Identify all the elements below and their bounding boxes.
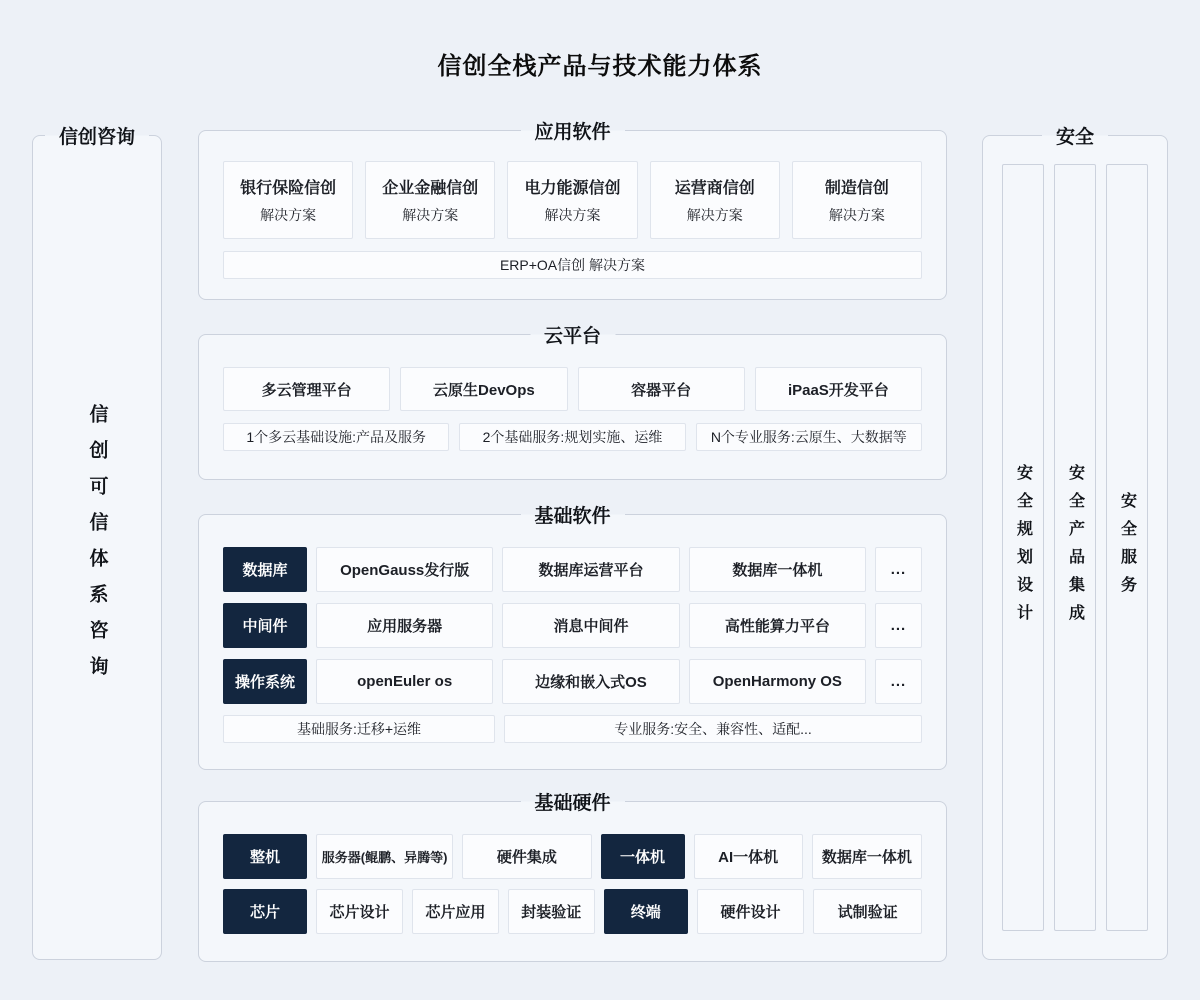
security-column-label: 安全服务 bbox=[1118, 491, 1136, 604]
solution-card-subtitle: 解决方案 bbox=[828, 207, 885, 223]
solution-card bbox=[792, 161, 922, 239]
category-label: 一体机 bbox=[601, 834, 685, 879]
software-service-bars bbox=[223, 715, 922, 743]
software-item: openEuler os bbox=[316, 659, 493, 704]
hardware-item: AI一体机 bbox=[694, 834, 803, 879]
right-panel-title: 安全 bbox=[1042, 122, 1108, 149]
hardware-item: 试制验证 bbox=[813, 889, 922, 934]
solution-card-subtitle: 解决方案 bbox=[544, 207, 601, 223]
platform-box: 云原生DevOps bbox=[400, 367, 567, 411]
solution-card-title: 运营商信创 bbox=[674, 180, 755, 197]
security-column-integration bbox=[1054, 164, 1096, 931]
hardware-item: 芯片应用 bbox=[412, 889, 499, 934]
more-ellipsis: ... bbox=[875, 547, 922, 592]
section-application-software bbox=[198, 122, 947, 300]
category-label: 整机 bbox=[223, 834, 307, 879]
security-column-label: 安全产品集成 bbox=[1066, 463, 1084, 632]
solution-card bbox=[650, 161, 780, 239]
more-ellipsis: ... bbox=[875, 603, 922, 648]
section-base-hardware bbox=[198, 793, 947, 962]
solution-card-subtitle: 解决方案 bbox=[260, 207, 317, 223]
cloud-service-bar: N个专业服务:云原生、大数据等 bbox=[696, 423, 922, 451]
category-label: 芯片 bbox=[223, 889, 307, 934]
left-panel-vertical-text: 信创可信体系咨询 bbox=[86, 403, 108, 692]
hardware-item: 硬件集成 bbox=[462, 834, 591, 879]
solution-card bbox=[365, 161, 495, 239]
hardware-item: 数据库一体机 bbox=[812, 834, 922, 879]
section-title: 应用软件 bbox=[520, 117, 624, 144]
category-label: 终端 bbox=[604, 889, 688, 934]
solution-card-title: 电力能源信创 bbox=[524, 180, 621, 197]
cloud-service-bar: 2个基础服务:规划实施、运维 bbox=[459, 423, 685, 451]
solution-card-subtitle: 解决方案 bbox=[402, 207, 459, 223]
software-item: OpenHarmony OS bbox=[689, 659, 866, 704]
software-row-os bbox=[223, 659, 922, 704]
solution-card-title: 银行保险信创 bbox=[240, 180, 337, 197]
section-base-software bbox=[198, 506, 947, 770]
solution-card bbox=[223, 161, 353, 239]
security-column-label: 安全规划设计 bbox=[1014, 463, 1032, 632]
software-item: 边缘和嵌入式OS bbox=[502, 659, 679, 704]
security-column-planning bbox=[1002, 164, 1044, 931]
category-label: 数据库 bbox=[223, 547, 307, 592]
software-item: 数据库运营平台 bbox=[502, 547, 679, 592]
solution-card bbox=[507, 161, 637, 239]
cloud-service-bar: 1个多云基础设施:产品及服务 bbox=[223, 423, 449, 451]
software-service-bar: 专业服务:安全、兼容性、适配... bbox=[504, 715, 922, 743]
solution-cards bbox=[223, 161, 922, 239]
hardware-item: 服务器(鲲鹏、异腾等) bbox=[316, 834, 453, 879]
hardware-row-machine bbox=[223, 834, 922, 879]
security-columns bbox=[983, 164, 1167, 931]
hardware-row-chip bbox=[223, 889, 922, 934]
software-item: 消息中间件 bbox=[502, 603, 679, 648]
hardware-item: 硬件设计 bbox=[697, 889, 805, 934]
solution-card-title: 企业金融信创 bbox=[382, 180, 479, 197]
platform-box: iPaaS开发平台 bbox=[755, 367, 922, 411]
more-ellipsis: ... bbox=[875, 659, 922, 704]
software-item: 高性能算力平台 bbox=[689, 603, 866, 648]
software-item: 应用服务器 bbox=[316, 603, 493, 648]
software-item: OpenGauss发行版 bbox=[316, 547, 493, 592]
erp-oa-solution-bar: ERP+OA信创 解决方案 bbox=[223, 251, 922, 279]
hardware-item: 芯片设计 bbox=[316, 889, 403, 934]
cloud-platform-boxes bbox=[223, 367, 922, 411]
software-service-bar: 基础服务:迁移+运维 bbox=[223, 715, 495, 743]
right-panel-security bbox=[982, 127, 1168, 960]
solution-card-subtitle: 解决方案 bbox=[686, 207, 743, 223]
section-title: 云平台 bbox=[530, 321, 615, 348]
platform-box: 多云管理平台 bbox=[223, 367, 390, 411]
page-title: 信创全栈产品与技术能力体系 bbox=[437, 53, 763, 80]
section-title: 基础硬件 bbox=[520, 788, 624, 815]
cloud-service-bars bbox=[223, 423, 922, 451]
left-panel-title: 信创咨询 bbox=[45, 122, 149, 149]
left-panel-consulting bbox=[32, 127, 162, 960]
security-column-service bbox=[1106, 164, 1148, 931]
hardware-item: 封装验证 bbox=[508, 889, 595, 934]
category-label: 操作系统 bbox=[223, 659, 307, 704]
software-row-middleware bbox=[223, 603, 922, 648]
category-label: 中间件 bbox=[223, 603, 307, 648]
section-title: 基础软件 bbox=[520, 501, 624, 528]
platform-box: 容器平台 bbox=[578, 367, 745, 411]
solution-card-title: 制造信创 bbox=[824, 180, 889, 197]
section-cloud-platform bbox=[198, 326, 947, 480]
software-row-database bbox=[223, 547, 922, 592]
software-item: 数据库一体机 bbox=[689, 547, 866, 592]
